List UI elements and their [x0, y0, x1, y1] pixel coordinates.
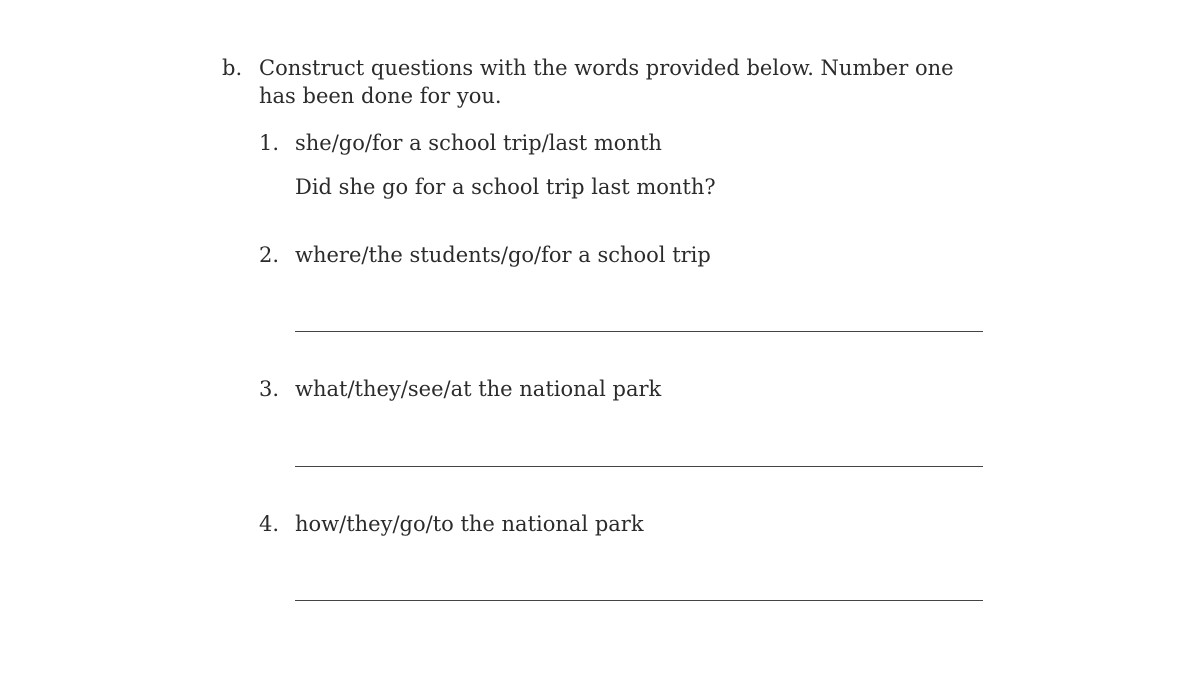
question-number: 1. — [259, 131, 280, 155]
question-number: 3. — [259, 377, 280, 401]
question-prompt: how/they/go/to the national park — [295, 512, 644, 536]
question-prompt: what/they/see/at the national park — [295, 377, 662, 401]
answer-blank-line[interactable] — [295, 466, 983, 467]
question-prompt: where/the students/go/for a school trip — [295, 243, 711, 267]
section-marker: b. — [222, 56, 243, 80]
question-number: 2. — [259, 243, 280, 267]
question-prompt: she/go/for a school trip/last month — [295, 131, 662, 155]
answer-blank-line[interactable] — [295, 331, 983, 332]
instruction-text-line-2: has been done for you. — [259, 84, 502, 108]
example-answer: Did she go for a school trip last month? — [295, 175, 716, 199]
answer-blank-line[interactable] — [295, 600, 983, 601]
question-number: 4. — [259, 512, 280, 536]
instruction-text-line-1: Construct questions with the words provided below. Number one — [259, 56, 954, 80]
